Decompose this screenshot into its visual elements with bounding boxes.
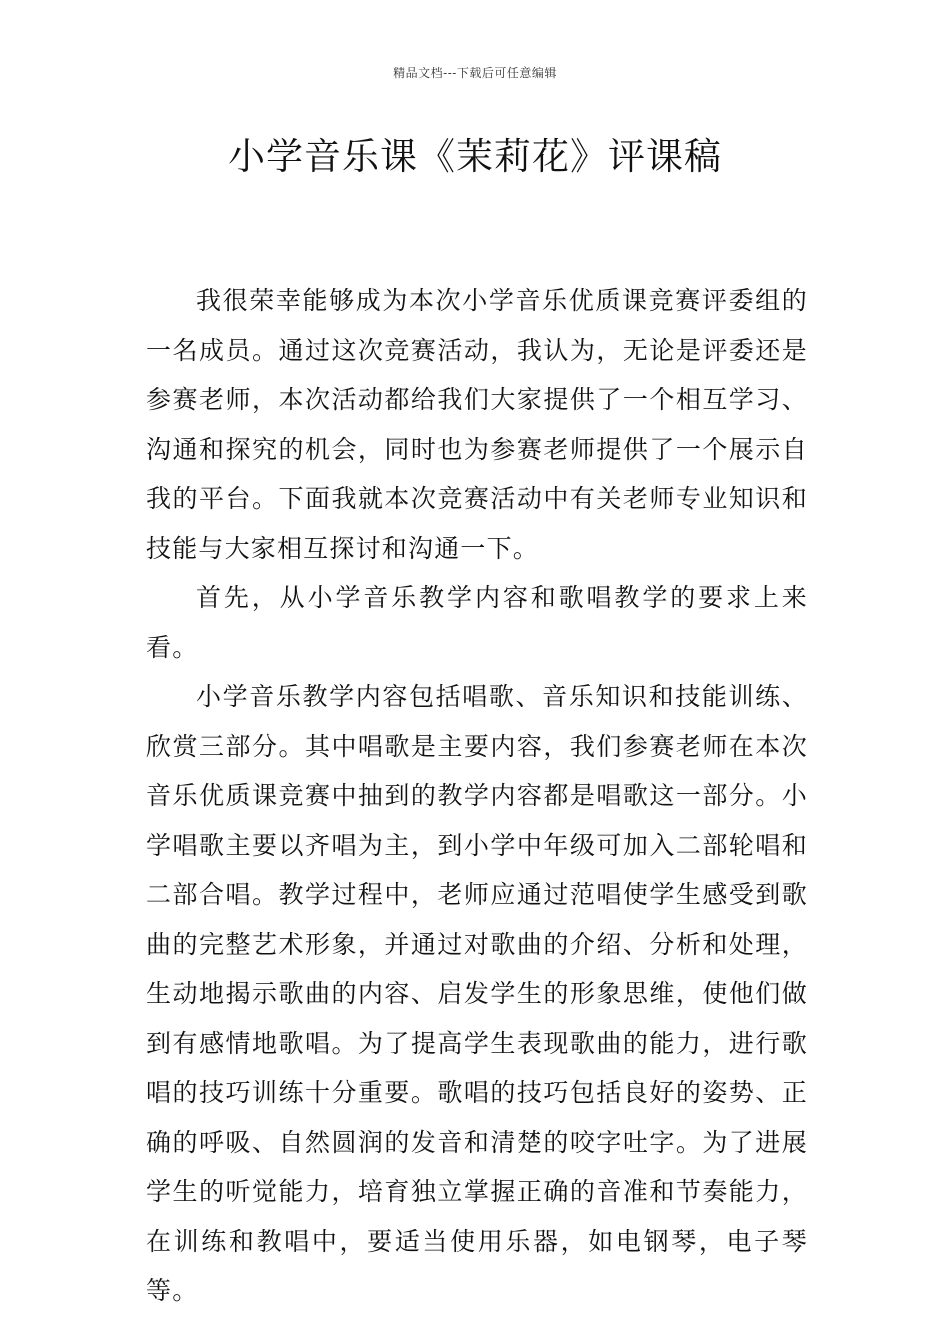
document-body <box>146 276 808 1316</box>
paragraph-first-point: 首先，从小学音乐教学内容和歌唱教学的要求上来看。 <box>146 583 808 662</box>
page-title: 小学音乐课《茉莉花》评课稿 <box>228 135 722 178</box>
header-note: 精品文档---下载后可任意编辑 <box>393 66 557 80</box>
paragraph-teaching-content: 小学音乐教学内容包括唱歌、音乐知识和技能训练、欣赏三部分。其中唱歌是主要内容，我们参赛老师在本次音乐优质课竞赛中抽到的教学内容都是唱歌这一部分。小学唱歌主要以齐唱为主，到小学中年级可加入二部轮唱和二部合唱。教学过程中，老师应通过范唱使学生感受到歌曲的完整艺术形象，并通过对歌曲的介绍、分析和处理，生动地揭示歌曲的内容、启发学生的形象思维，使他们做到有感情地歌唱。为了提高学生表现歌曲的能力，进行歌唱的技巧训练十分重要。歌唱的技巧包括良好的姿势、正确的呼吸、自然圆润的发音和清楚的咬字吐字。为了进展学生的听觉能力，培育独立掌握正确的音准和节奏能力，在训练和教唱中，要适当使用乐器，如电钢琴，电子琴等。 <box>146 682 808 1305</box>
paragraph-intro: 我很荣幸能够成为本次小学音乐优质课竞赛评委组的一名成员。通过这次竞赛活动，我认为，无论是评委还是参赛老师，本次活动都给我们大家提供了一个相互学习、沟通和探究的机会，同时也为参赛老师提供了一个展示自我的平台。下面我就本次竞赛活动中有关老师专业知识和技能与大家相互探讨和沟通一下。 <box>146 286 808 563</box>
